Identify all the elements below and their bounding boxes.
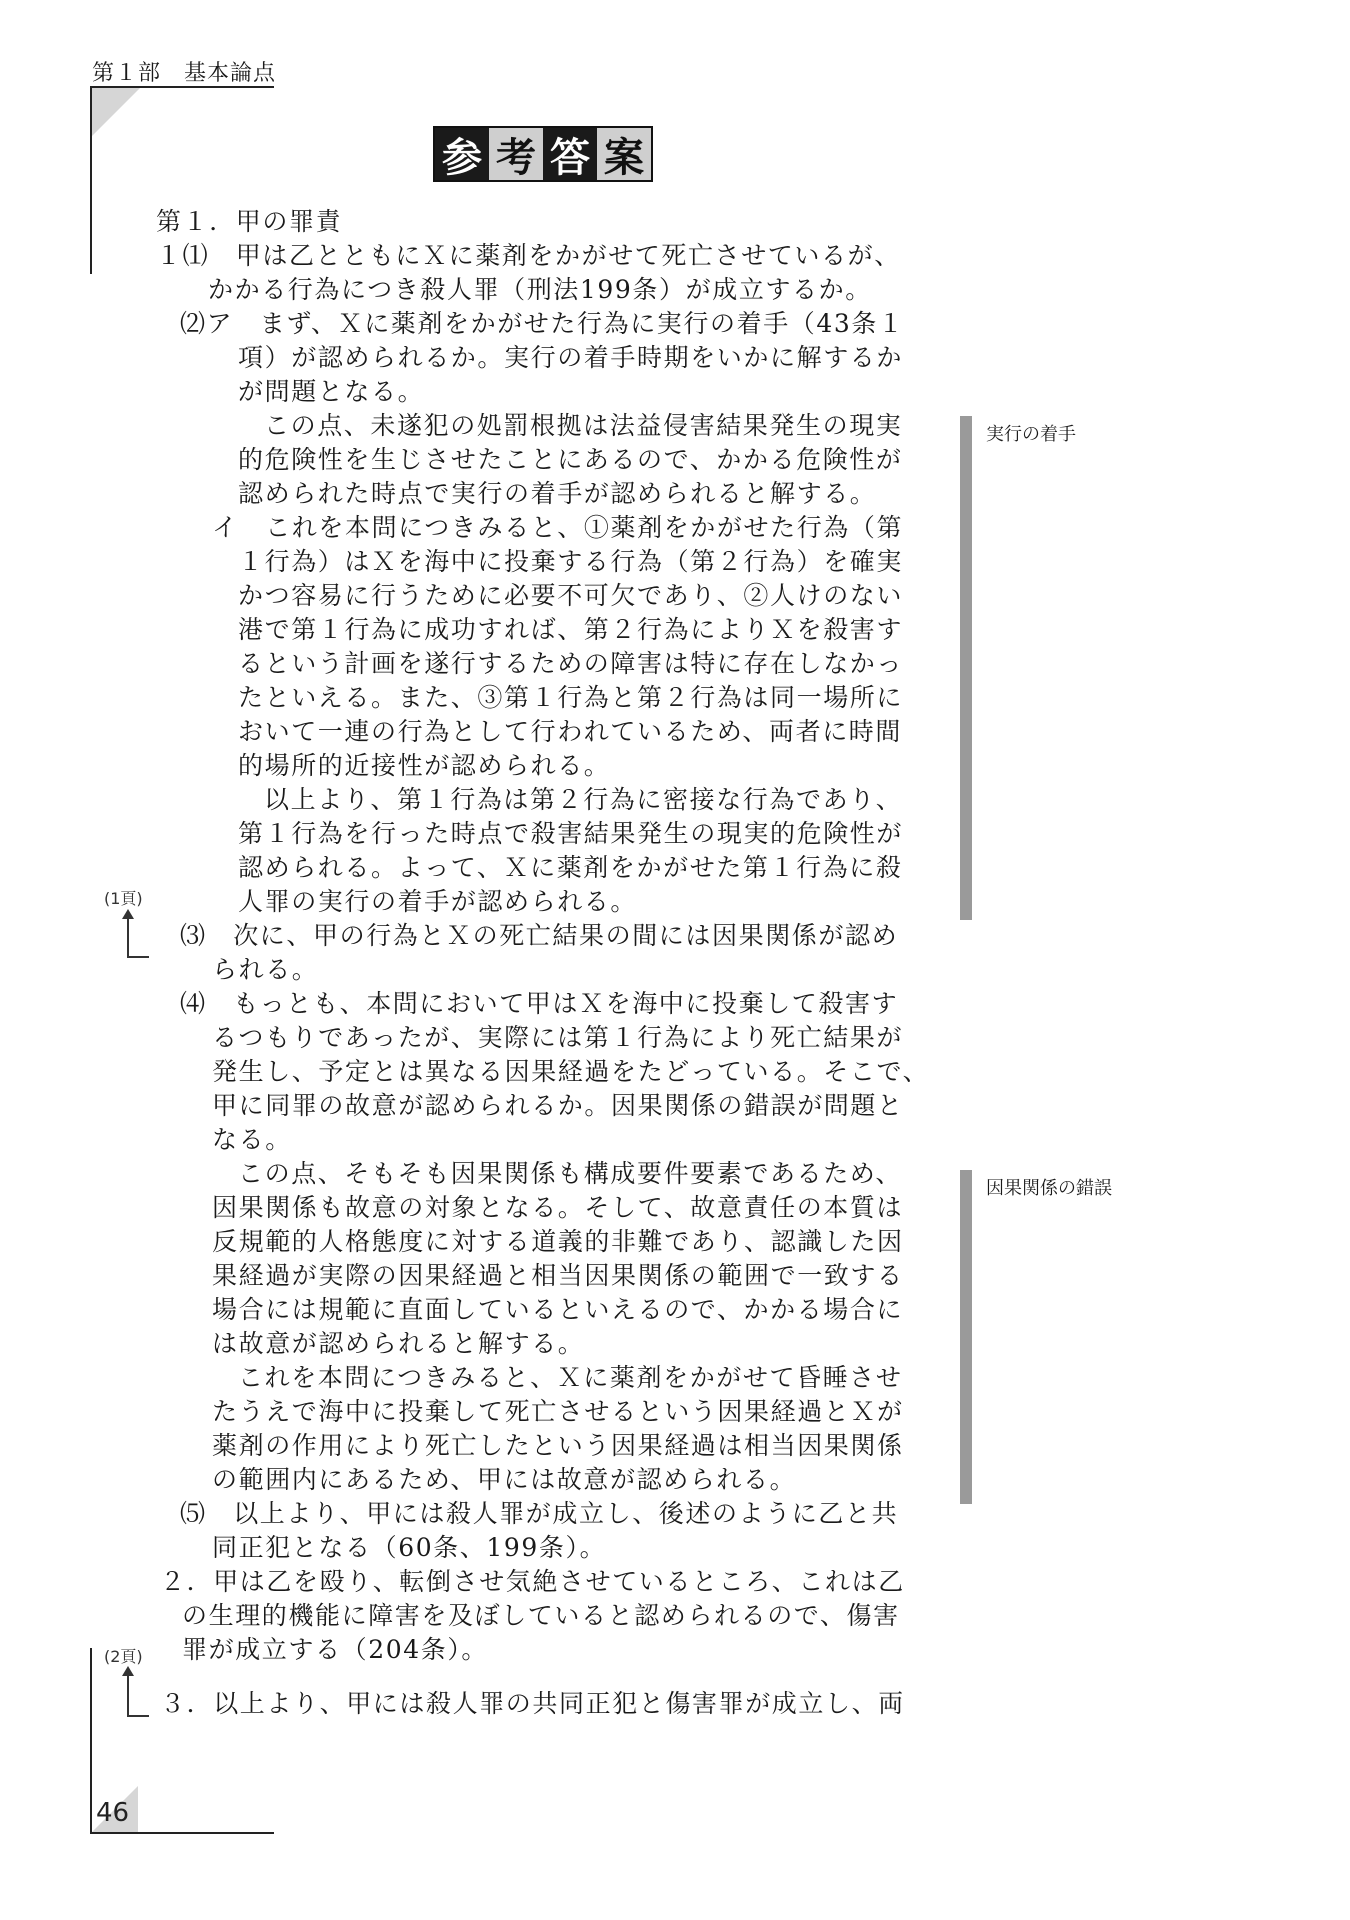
text-line: は故意が認められると解する。 [212,1329,585,1358]
title-char-1: 参 [435,128,489,180]
text-line: 罪が成立する（204条）。 [182,1635,489,1664]
text-line: たといえる。また、③第１行為と第２行為は同一場所に [238,683,904,712]
text-line: たうえで海中に投棄して死亡させるという因果経過とＸが [212,1397,904,1426]
text-line: られる。 [212,955,319,984]
text-line: ３．以上より、甲には殺人罪の共同正犯と傷害罪が成立し、両 [160,1689,905,1718]
text-line: 第１行為を行った時点で殺害結果発生の現実的危険性が [238,819,904,848]
text-line: 同正犯となる（60条、199条）。 [212,1533,607,1562]
text-line: 発生し、予定とは異なる因果経過をたどっている。そこで、 [212,1057,930,1086]
text-line: るという計画を遂行するための障害は特に存在しなかっ [238,649,904,678]
page-reference-1: (1頁) [104,889,143,908]
text-line: 認められた時点で実行の着手が認められると解する。 [238,479,877,508]
text-line: 項）が認められるか。実行の着手時期をいかに解するか [238,343,904,372]
text-line: ２．甲は乙を殴り、転倒させ気絶させているところ、これは乙 [160,1567,905,1596]
text-line: 薬剤の作用により死亡したという因果経過は相当因果関係 [212,1431,904,1460]
text-line: この点、未遂犯の処罰根拠は法益侵害結果発生の現実 [264,411,903,440]
text-line: かつ容易に行うために必要不可欠であり、②人けのない [238,581,904,610]
text-line: ⑵ア まず、Ｘに薬剤をかがせた行為に実行の着手（43条１ [180,309,905,338]
margin-bar-sakugo [960,1170,972,1504]
text-line: この点、そもそも因果関係も構成要件要素であるため、 [238,1159,903,1188]
text-line: 人罪の実行の着手が認められる。 [238,887,638,916]
top-corner-decoration [92,88,140,136]
text-line: 認められる。よって、Ｘに薬剤をかがせた第１行為に殺 [238,853,903,882]
text-line: ⑶ 次に、甲の行為とＸの死亡結果の間には因果関係が認め [180,921,899,950]
text-line: これを本問につきみると、Ｘに薬剤をかがせて昏睡させ [238,1363,903,1392]
part-header: 第１部 基本論点 [92,61,277,86]
text-line: 場合には規範に直面しているといえるので、かかる場合に [212,1295,904,1324]
margin-note-sakugo: 因果関係の錯誤 [986,1178,1112,1199]
text-line: 以上より、第１行為は第２行為に密接な行為であり、 [264,785,903,814]
page-number: 46 [96,1798,130,1828]
page-reference-2: (2頁) [104,1647,143,1666]
answer-title [433,126,653,182]
text-line: イ これを本問につきみると、①薬剤をかがせた行為（第 [212,513,904,542]
page-ref-1-base [127,956,149,958]
text-line: １⑴ 甲は乙とともにＸに薬剤をかがせて死亡させているが、 [156,241,901,270]
margin-bar-jikko [960,416,972,920]
text-line: 因果関係も故意の対象となる。そして、故意責任の本質は [212,1193,904,1222]
margin-note-jikko: 実行の着手 [986,424,1076,445]
page-ref-1-stem [127,918,129,958]
text-line: かかる行為につき殺人罪（刑法199条）が成立するか。 [208,275,872,304]
text-line: 果経過が実際の因果経過と相当因果関係の範囲で一致する [212,1261,904,1290]
text-line: １行為）はＸを海中に投棄する行為（第２行為）を確実 [238,547,904,576]
text-line: 反規範的人格態度に対する道義的非難であり、認識した因 [212,1227,904,1256]
page-ref-2-stem [127,1675,129,1717]
page-ref-2-base [127,1715,149,1717]
title-char-2: 考 [489,128,543,180]
title-char-3: 答 [543,128,597,180]
text-line: の生理的機能に障害を及ぼしていると認められるので、傷害 [182,1601,900,1630]
text-line: るつもりであったが、実際には第１行為により死亡結果が [212,1023,904,1052]
footer-rule [90,1832,274,1834]
text-line: ⑷ もっとも、本問において甲はＸを海中に投棄して殺害す [180,989,899,1018]
text-line: おいて一連の行為として行われているため、両者に時間 [238,717,903,746]
text-line: 的危険性を生じさせたことにあるので、かかる危険性が [238,445,903,474]
text-line: 港で第１行為に成功すれば、第２行為によりＸを殺害す [238,615,904,644]
text-line: が問題となる。 [238,377,425,406]
text-line: ⑸ 以上より、甲には殺人罪が成立し、後述のように乙と共 [180,1499,899,1528]
text-line: 的場所的近接性が認められる。 [238,751,611,780]
title-char-4: 案 [597,128,651,180]
text-line: 甲に同罪の故意が認められるか。因果関係の錯誤が問題と [212,1091,904,1120]
text-line: 第１．甲の罪責 [156,207,343,236]
text-line: なる。 [212,1125,292,1154]
text-line: の範囲内にあるため、甲には故意が認められる。 [212,1465,797,1494]
